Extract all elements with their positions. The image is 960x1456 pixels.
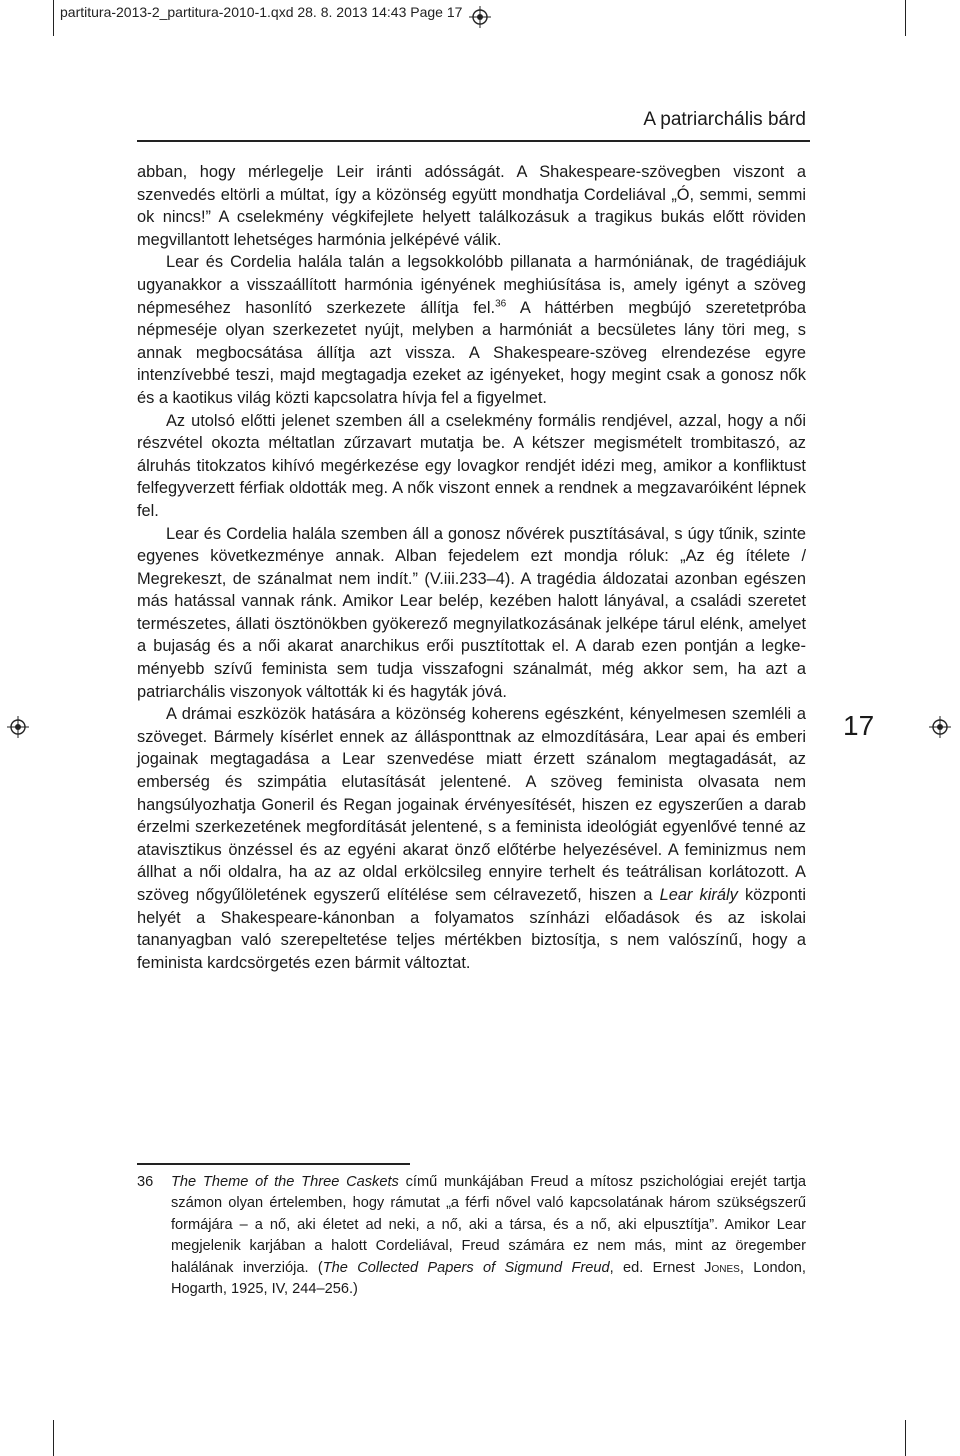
footnote	[137, 1172, 806, 1300]
crop-mark-top-right	[905, 0, 906, 36]
paragraph-3: Az utolsó előtti jelenet szemben áll a cselekmény formális rendjével, azzal, hogy a női részvétel okozta méltatlan zűrzavart mutatja be. A kétszer megismételt trombitaszó, az álruhás titokzatos kihívó megérkezése egy lovagkor rendjét idézi meg, amikor a konfliktust felfegyverzett férfiak oldották meg. A nők viszont ennek a rendnek a megzavaróiként lépnek fel.	[137, 411, 806, 520]
footnote-italic-title: The Theme of the Three Caskets	[171, 1174, 399, 1190]
footnote-text-1: című munkájában Freud a mítosz pszichológiai erejét tartja számon olyan értelemben, hogy rámutat „a férfi nővel való kapcsolatának három szükségszerű formájára – a nő, aki életet ad neki, a nő, aki a társa, és a nő, aki elpusztítja”. Amikor Lear megjelenik karjában a halott Cordeliával, Freud számára ez nem más, mint az öregember halálának inverziója. (	[171, 1174, 806, 1276]
footnote-rule	[137, 1163, 410, 1165]
paragraph-2-continued: A háttérben megbújó szeretetpróba népmeséje olyan szerkezetet nyújt, melyben a harmóniát a becsületes lány töri meg, s annak megbocsátása állítja azt vissza. A Shakespeare-szöveg elrendezése egyre intenzívebbé teszi, majd megtagadja ezeket az igényeket, hogy megint csak a gonosz nők és a kaotikus világ közti kapcsolatra hívja fel a figyelmet.	[137, 298, 806, 407]
footnote-author: Jones	[704, 1259, 740, 1276]
paragraph-5	[137, 703, 806, 974]
paragraph-4: Lear és Cordelia halála szemben áll a gonosz nővérek pusztításával, s úgy tűnik, szinte egyenes következménye annak. Alban fejedelem ezt mondja róluk: „Az ég ítélete / Megrekeszt, de szánalmat nem indít.” (V.iii.233–4). A tragédia áldozatai azonban egészen más hatással vannak ránk. Amikor Lear belép, kezében halott lányával, a családi szeretet természetes, állati ösztönökben gyökerező megnyilatkozásának jelképe tárul elénk, amelyet a bujaság és a női akarat anarchikus erői pusztítottak el. A darab ezen pontján a legkeményebb szívű feminista sem tudja visszafogni szánalmát, még akkor sem, ha azt a patriarchális viszonyok váltották ki és hagyták jóvá.	[137, 524, 806, 701]
crop-mark-bottom-right	[905, 1420, 906, 1456]
registration-mark-right-icon	[929, 716, 951, 738]
body-text	[137, 161, 806, 974]
footnote-number: 36	[137, 1174, 154, 1190]
registration-mark-top-icon	[469, 6, 491, 28]
paragraph-1: abban, hogy mérlegelje Leir iránti adósságát. A Shakespeare-szövegben viszont a szenvedés eltörli a múltat, így a közönség együtt mondhatja Cordeliával „Ó, semmi, semmi ok nincs!” A cselekmény végkifejlete helyett találkozásuk a tragikus bukás előtt röviden megvillantott lehetséges harmónia jelképévé válik.	[137, 163, 806, 249]
registration-mark-left-icon	[7, 716, 29, 738]
footnote-reference[interactable]: 36	[495, 298, 507, 310]
paragraph-2-text: Lear és Cordelia halála talán a legsokkolóbb pillanata a harmóniának, de tragédiájuk ugyanakkor a visszaállított harmónia igényének meghiúsítása is, amely igényt a szöveg népmeséhez hasonlító szerkezete állítja fel.	[137, 253, 806, 317]
paragraph-2	[137, 251, 806, 409]
footnote-text	[171, 1172, 806, 1300]
header-rule	[137, 140, 810, 142]
footnote-italic-book: The Collected Papers of Sigmund Freud	[322, 1259, 610, 1276]
crop-mark-bottom-left	[53, 1420, 54, 1456]
play-title-italic: Lear király	[659, 886, 738, 904]
paragraph-5-text: A drámai eszközök hatására a közönség koherens egészként, kényelmesen szemléli a szöveget. Bármely kísérlet ennek az állásponttnak az elmozdítására, Lear apai és emberi jogainak megtagadása a Lear szenvedése miatt érzett szánalom megtagadását, az emberség és szimpátia elutasítását jelentené. A szöveg feminista olvasata nem hangsúlyozhatja Goneril és Regan jogainak érvényesítését, hiszen ez egyszerűen a darab érzelmi szerkezetének megfordítását jelentené, s a feminista ideológiát egyenlővé tenné az atavisztikus önzéssel és az egyéni akarat önző előtérbe helyezésével. A feminizmus nem állhat a női oldalra, ha az az oldal erkölcsileg ennyire terhelt és teátrálisan korlátozott. A szöveg nőgyűlöletének egyszerű elítélése sem célravezető, hiszen a	[137, 705, 806, 904]
paragraph-5-continued: központi helyét a Shakespeare-kánonban a folyamatos színházi előadások és az iskolai tananyagban való szerepeltetése teljes mértékben biztosítja, s nem valószínű, hogy a feminista kardcsörgetés ezen bármit változtat.	[137, 886, 807, 972]
page-number: 17	[843, 710, 875, 741]
print-slug-line: partitura-2013-2_partitura-2010-1.qxd 28. 8. 2013 14:43 Page 17	[60, 4, 463, 20]
crop-mark-top-left	[53, 0, 54, 36]
footnote-text-2: , ed. Ernest	[609, 1259, 695, 1276]
footnote-text-3: , London, Hogarth, 1925, IV, 244–256.)	[171, 1259, 806, 1298]
running-header: A patriarchális bárd	[643, 109, 806, 130]
